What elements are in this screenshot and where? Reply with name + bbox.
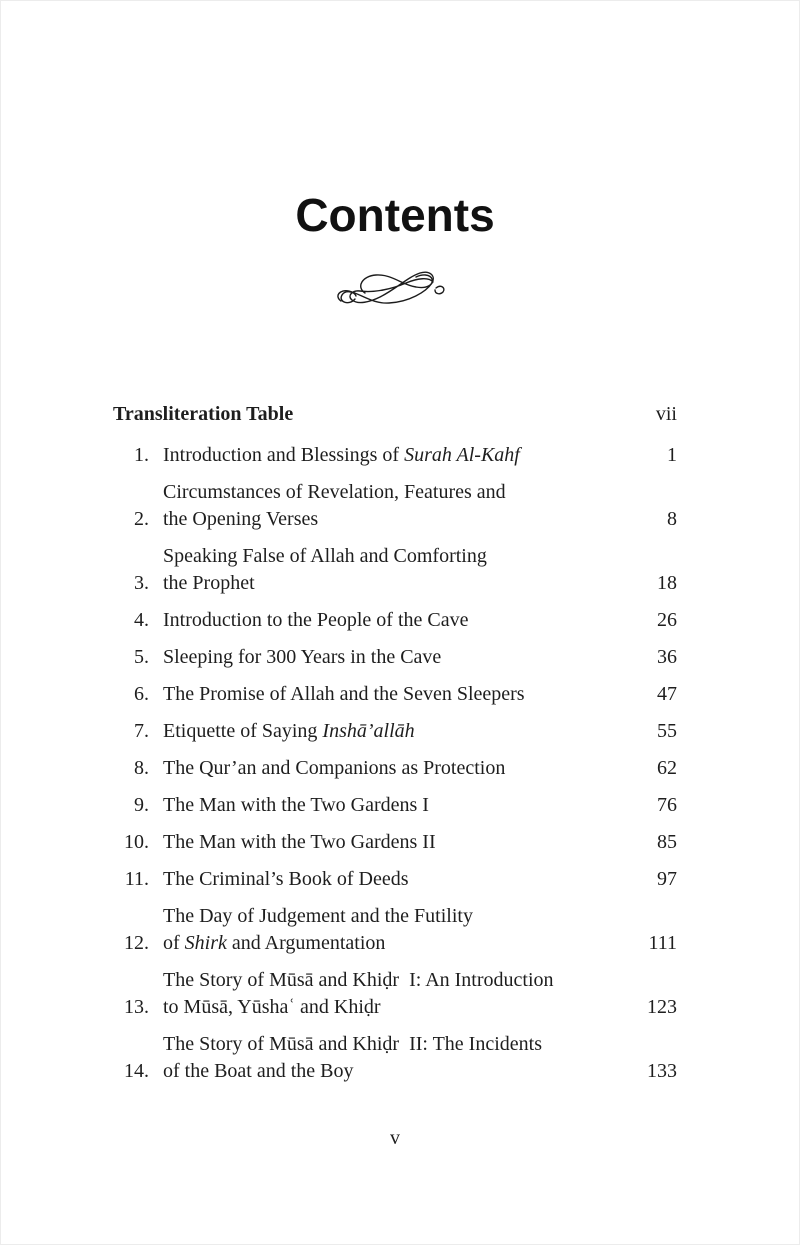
title-text: The Man with the Two Gardens I	[163, 794, 429, 816]
entry-title	[163, 967, 554, 1021]
entry-page-number: 76	[657, 794, 677, 816]
title-text: The Promise of Allah and the Seven Sleepers	[163, 683, 525, 705]
entry-page-number: 1	[667, 444, 677, 466]
title-text: The Qur’an and Companions as Protection	[163, 757, 506, 779]
toc-entry	[113, 829, 677, 856]
title-text: The Man with the Two Gardens II	[163, 831, 436, 853]
title-text: Sleeping for 300 Years in the Cave	[163, 646, 442, 668]
toc-entry	[113, 903, 677, 957]
title-text: of	[163, 932, 185, 954]
title-text: Etiquette of Saying	[163, 720, 323, 742]
entry-title: Transliteration Table	[113, 403, 294, 425]
toc-entry	[113, 792, 677, 819]
title-text: The Story of Mūsā and Khiḍr I: An Introduction	[163, 969, 554, 991]
flourish-ornament-icon	[113, 259, 677, 311]
entry-page-number: 133	[647, 1060, 677, 1082]
entry-title	[163, 607, 468, 634]
title-text: of the Boat and the Boy	[163, 1060, 354, 1082]
entry-page-number: 47	[657, 683, 677, 705]
toc-entry	[113, 644, 677, 671]
entry-number: 5.	[134, 646, 149, 668]
title-text: Introduction and Blessings of	[163, 444, 405, 466]
entry-title	[163, 755, 505, 782]
entry-page-number: vii	[655, 403, 677, 425]
entry-number: 3.	[134, 572, 149, 594]
entry-page-number: 36	[657, 646, 677, 668]
entry-number: 8.	[134, 757, 149, 779]
entry-number: 1.	[134, 444, 149, 466]
entry-page-number: 85	[657, 831, 677, 853]
entry-number: 13.	[124, 996, 149, 1018]
title-text: The Criminal’s Book of Deeds	[163, 868, 409, 890]
entry-page-number: 26	[657, 609, 677, 631]
title-text: to Mūsā, Yūshaʿ and Khiḍr	[163, 996, 381, 1018]
toc-entry	[113, 967, 677, 1021]
title-text: Introduction to the People of the Cave	[163, 609, 469, 631]
entry-title	[163, 829, 436, 856]
entry-title	[163, 442, 520, 469]
toc-entry-transliteration-table	[113, 401, 677, 428]
toc-entry	[113, 681, 677, 708]
title-text-italic: Inshā’allāh	[322, 720, 415, 742]
entry-page-number: 55	[657, 720, 677, 742]
toc-entry	[113, 755, 677, 782]
entry-number: 12.	[124, 932, 149, 954]
title-text: the Opening Verses	[163, 508, 319, 530]
toc-entry	[113, 607, 677, 634]
entry-number: 6.	[134, 683, 149, 705]
entry-page-number: 62	[657, 757, 677, 779]
entry-page-number: 111	[648, 932, 677, 954]
table-of-contents	[113, 401, 677, 1095]
entry-number: 11.	[124, 868, 149, 890]
toc-entry	[113, 718, 677, 745]
toc-entry	[113, 442, 677, 469]
folio-page-number: v	[390, 1127, 400, 1149]
page-title: Contents	[295, 189, 495, 241]
title-text-italic: Shirk	[184, 932, 227, 954]
entry-number: 2.	[134, 508, 149, 530]
entry-number: 10.	[124, 831, 149, 853]
toc-entry	[113, 1031, 677, 1085]
entry-title	[163, 718, 415, 745]
entry-number: 7.	[134, 720, 149, 742]
title-text: The Day of Judgement and the Futility	[163, 905, 473, 927]
entry-number: 4.	[134, 609, 149, 631]
entry-number: 9.	[134, 794, 149, 816]
entry-title	[163, 866, 409, 893]
entry-title	[163, 479, 506, 533]
entry-page-number: 123	[647, 996, 677, 1018]
entry-page-number: 97	[657, 868, 677, 890]
title-text-italic: Surah Al-Kahf	[404, 444, 520, 466]
title-text: and Argumentation	[226, 932, 386, 954]
entry-title	[163, 644, 441, 671]
title-text: The Story of Mūsā and Khiḍr II: The Incidents	[163, 1033, 542, 1055]
title-text: the Prophet	[163, 572, 255, 594]
entry-title	[163, 681, 525, 708]
entry-title	[163, 903, 473, 957]
title-text: Speaking False of Allah and Comforting	[163, 545, 487, 567]
title-text: Circumstances of Revelation, Features and	[163, 481, 506, 503]
entry-title	[163, 1031, 542, 1085]
entry-page-number: 18	[657, 572, 677, 594]
entry-title	[163, 792, 429, 819]
toc-entry	[113, 479, 677, 533]
entry-title	[163, 543, 487, 597]
entry-number: 14.	[124, 1060, 149, 1082]
entry-page-number: 8	[667, 508, 677, 530]
toc-entry	[113, 866, 677, 893]
page-header	[113, 189, 677, 311]
toc-entry	[113, 543, 677, 597]
